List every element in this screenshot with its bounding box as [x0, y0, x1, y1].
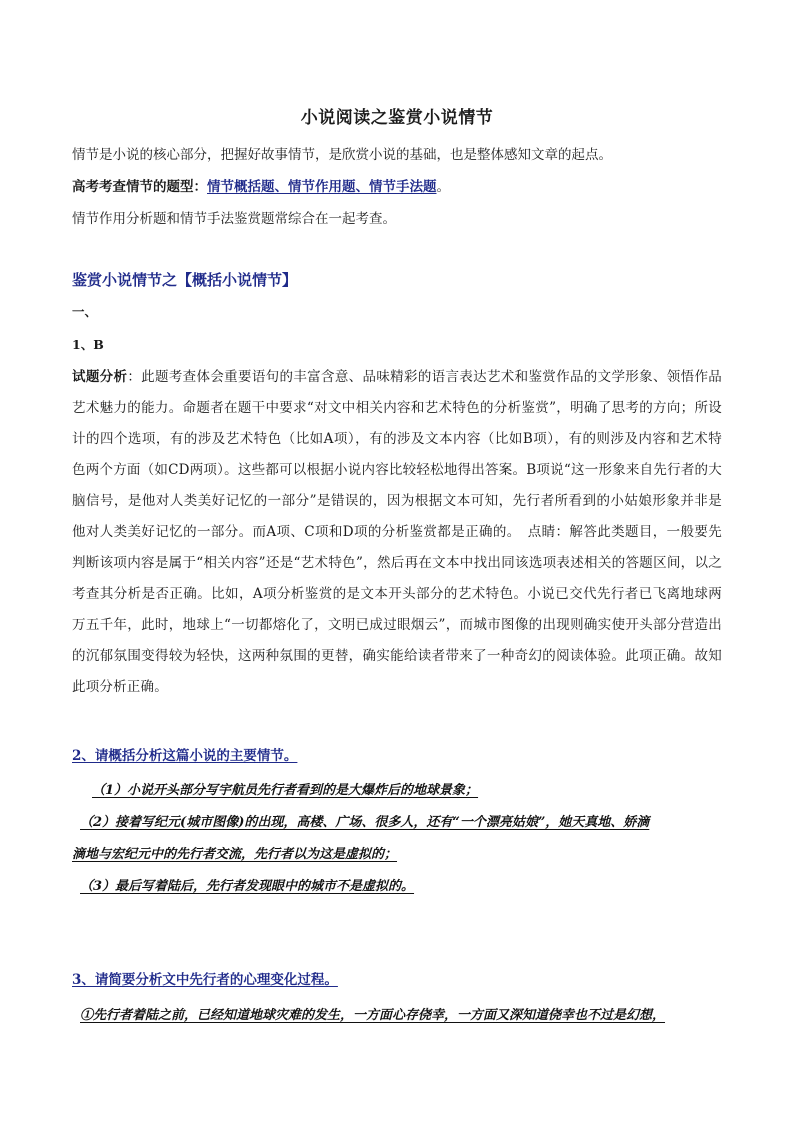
question-types-link: 情节概括题、情节作用题、情节手法题: [207, 179, 437, 195]
question-2-answer-2-cont: [72, 839, 732, 871]
analysis-text: ：此题考查体会重要语句的丰富含意、品味精彩的语言表达艺术和鉴赏作品的文学形象、领悟作品艺术魅力的能力。命题者在题干中要求“对文中相关内容和艺术特色的分析鉴赏”，明确了思考的方向；所设计的四个选项，有的涉及艺术特色（比如A项），有的涉及文本内容（比如B项），有的则涉及内容和艺术特色两个方面（如CD两项）。这些都可以根据小说内容比较轻松地得出答案。B项说“这一形象来自先行者的大脑信号，是他对人类美好记忆的一部分”是错误的，因为根据文本可知，先行者所看到的小姑娘形象并非是他对人类美好记忆的一部分。而A项、C项和D项的分析鉴赏都是正确的。 点睛：解答此类题目，一般要先判断该项内容是属于“相关内容”还是“艺术特色”，然后再在文本中找出同该选项表述相关的答题区间，以之考查其分析是否正确。比如，A项分析鉴赏的是文本开头部分的艺术特色。小说已交代先行者已飞离地球两万五千年，此时，地球上“一切都熔化了，文明已成过眼烟云”，而城市图像的出现则确实使开头部分营造出的沉郁氛围变得较为轻快，这两种氛围的更替，确实能给读者带来了一种奇幻的阅读体验。此项正确。故知此项分析正确。: [72, 369, 722, 695]
question-2-answer-2: [80, 807, 740, 839]
page-title: 小说阅读之鉴赏小说情节: [300, 108, 494, 128]
intro-line-3: 情节作用分析题和情节手法鉴赏题常综合在一起考查。: [72, 211, 396, 227]
question-2: 2、请概括分析这篇小说的主要情节。: [72, 748, 298, 764]
answer-2-1-text: （1）小说开头部分写宇航员先行者看到的是大爆炸后的地球景象；: [92, 783, 479, 798]
section-heading-bracket: 【概括小说情节】: [177, 271, 298, 289]
intro-line-2-prefix: 高考考查情节的题型：: [72, 179, 207, 195]
part-number: 一、: [72, 304, 98, 319]
question-1-answer: 1、B: [72, 337, 104, 352]
analysis-label: 试题分析: [72, 369, 128, 385]
answer-2-3-text: （3）最后写着陆后，先行者发现眼中的城市不是虚拟的。: [80, 879, 415, 894]
intro-line-1: 情节是小说的核心部分，把握好故事情节，是欣赏小说的基础，也是整体感知文章的起点。: [72, 147, 612, 163]
question-3: 3、请简要分析文中先行者的心理变化过程。: [72, 972, 338, 988]
intro-line-2: [72, 177, 450, 197]
analysis-paragraph: [72, 362, 722, 703]
answer-2-2-text-b: 滴地与宏纪元中的先行者交流，先行者以为这是虚拟的；: [72, 847, 398, 862]
section-heading-prefix: 鉴赏小说情节之: [72, 271, 178, 289]
question-2-answer-3: [80, 871, 740, 903]
answer-3-1-text: ①先行者着陆之前，已经知道地球灾难的发生，一方面心存侥幸，一方面又深知道侥幸也不过是幻想，: [80, 1008, 666, 1023]
section-heading: [72, 270, 297, 290]
question-3-answer-1: [80, 1000, 740, 1032]
answer-2-2-text-a: （2）接着写纪元(城市图像)的出现，高楼、广场、很多人，还有“一个漂亮姑娘”，她天真地、娇滴: [80, 815, 650, 830]
question-2-answer-1: [92, 775, 752, 807]
intro-line-2-end: 。: [436, 179, 450, 195]
